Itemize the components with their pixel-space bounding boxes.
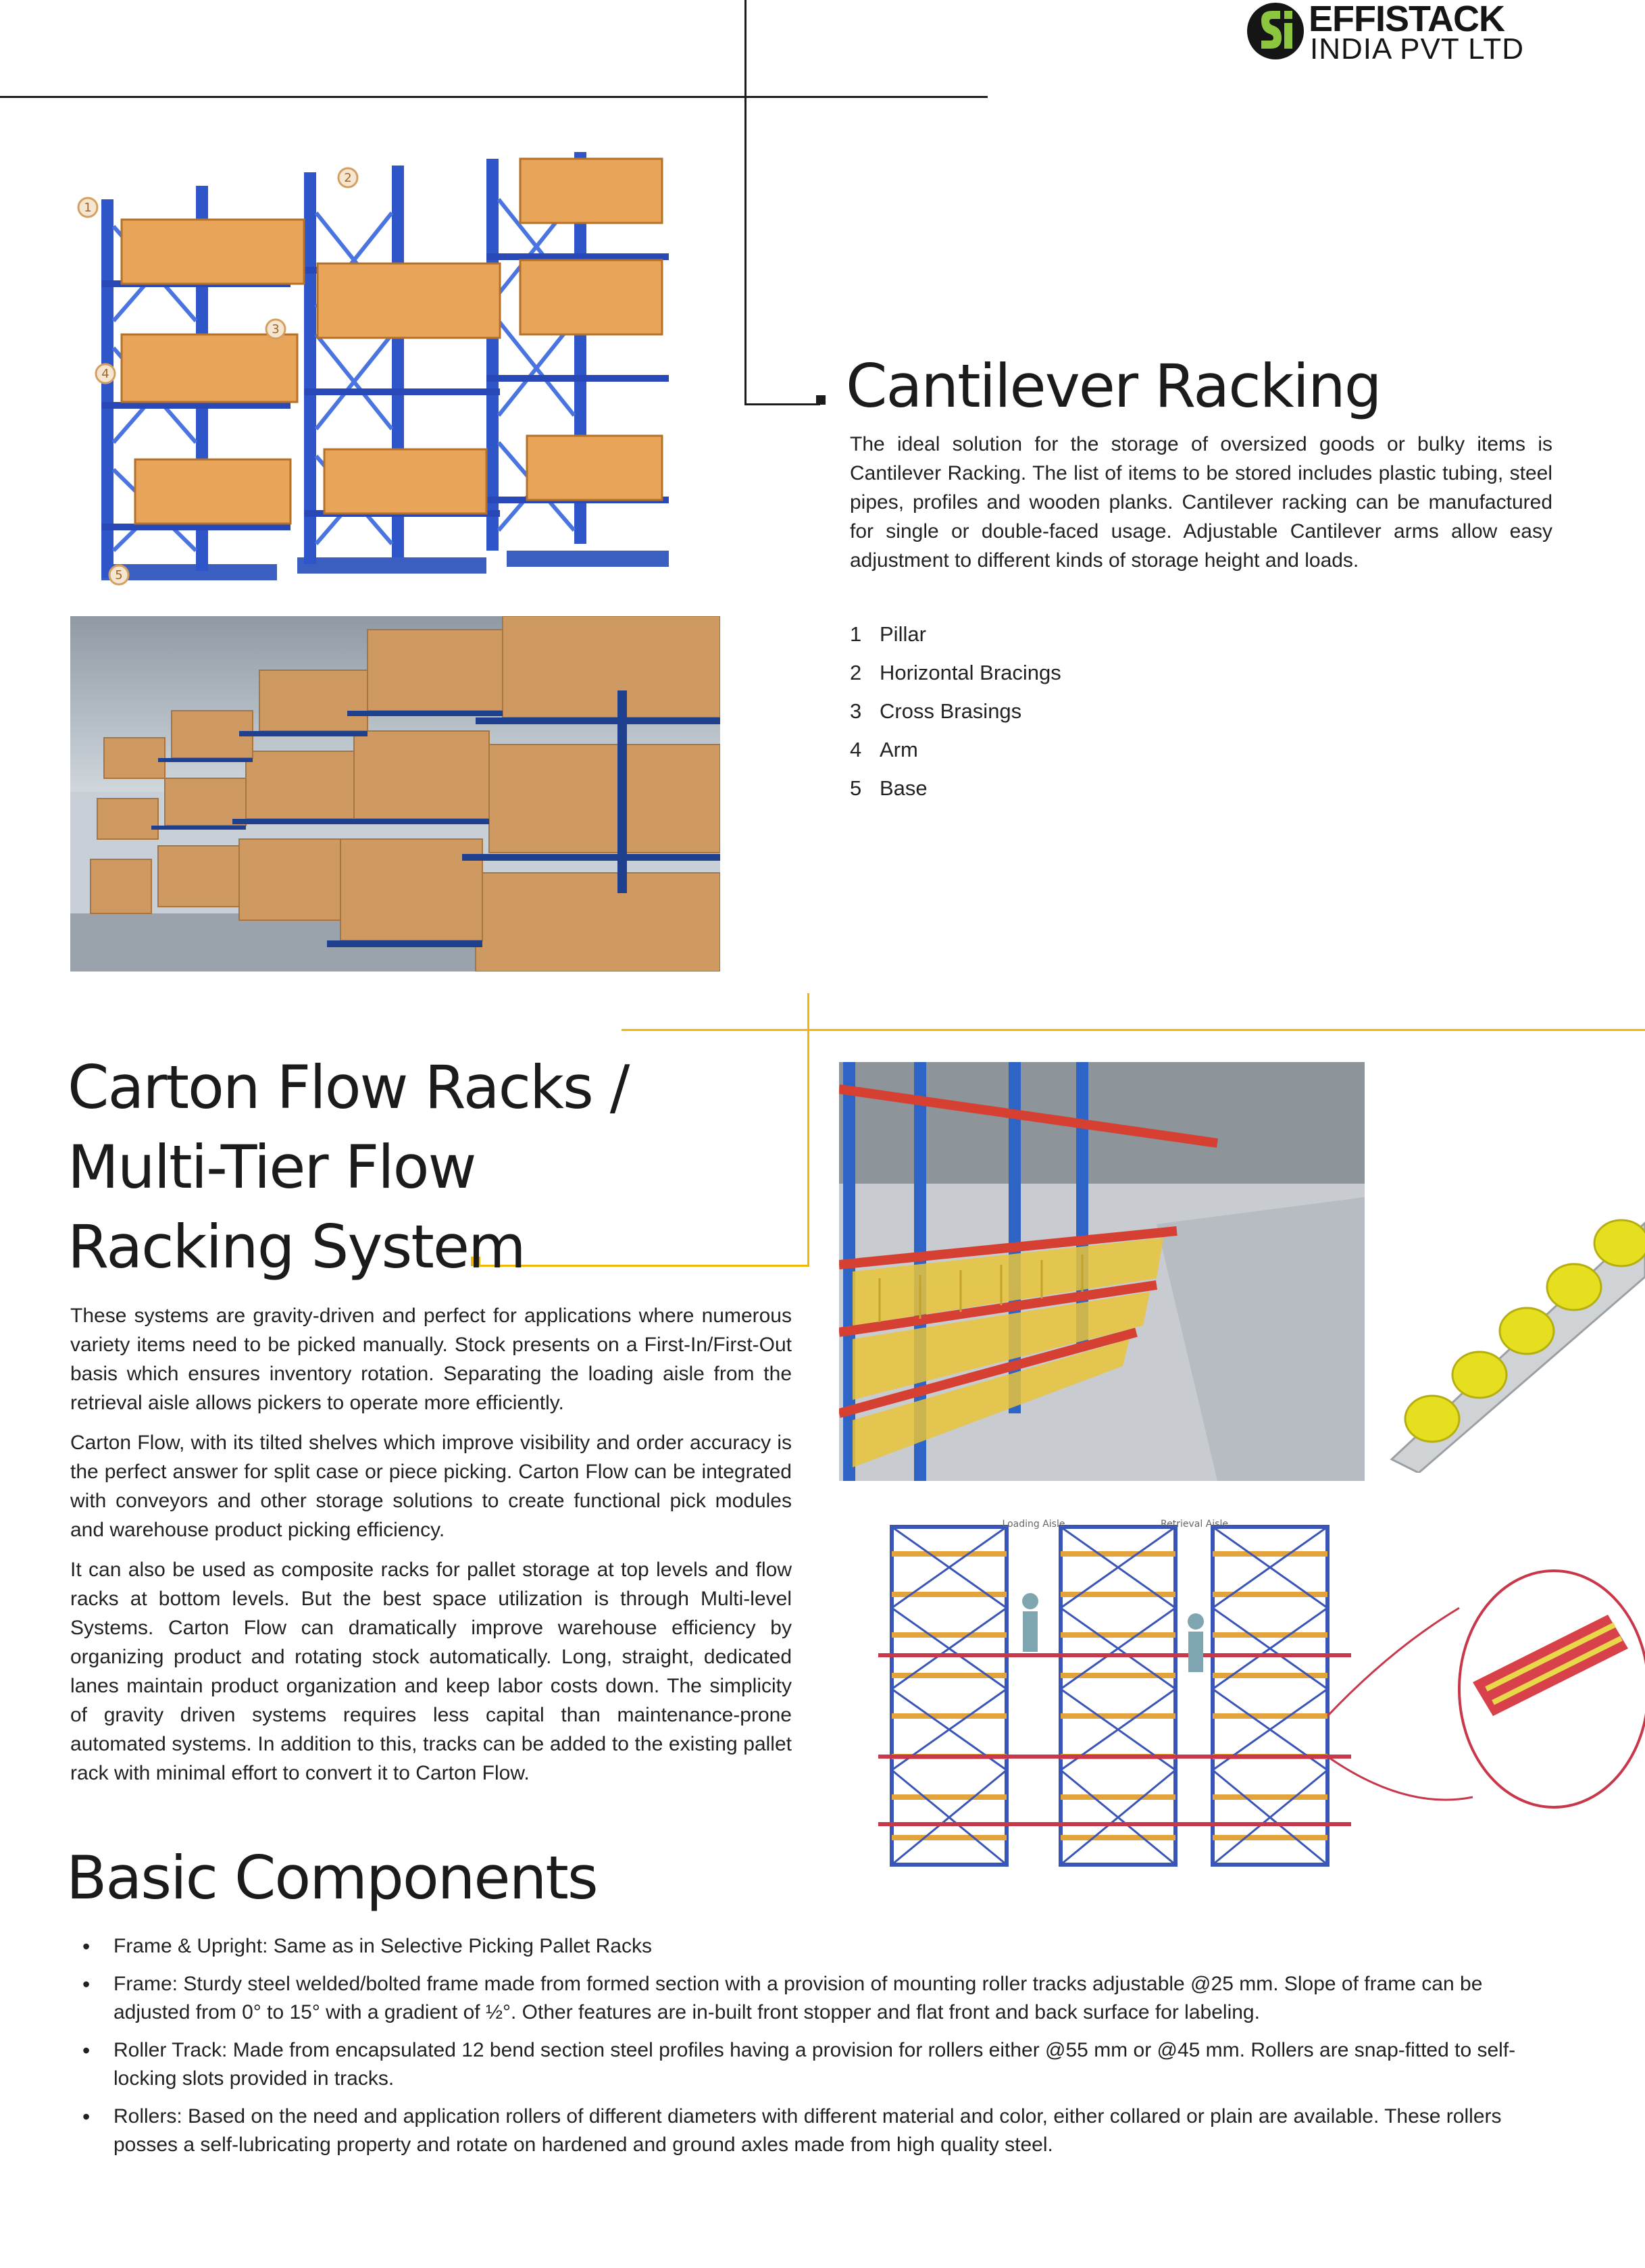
list-item: • Frame & Upright: Same as in Selective Picking Pallet Racks — [73, 1932, 1559, 1961]
carton-rule-connector — [476, 1265, 809, 1267]
callout-2: 2 — [344, 171, 352, 185]
list-item: • Roller Track: Made from encapsulated 12 bend section steel profiles having a provision for rollers either @55 mm or @45 mm. Rollers are snap-fitted to self-locking slots provided in tracks. — [73, 2036, 1559, 2093]
carton-description — [70, 1301, 792, 1798]
effistack-logo-icon — [1246, 0, 1305, 62]
cantilever-warehouse-photo — [70, 616, 720, 972]
carton-title-line3: Racking System — [68, 1212, 525, 1282]
cantilever-description: The ideal solution for the storage of oversized goods or bulky items is Cantilever Racking. The list of items to be stored includes plastic tubing, steel pipes, profiles and wooden planks. Cantilever racking can be manufactured for single or double-faced usage. Adjustable Cantilever arms allow easy adjustment to different kinds of storage height and loads. — [850, 433, 1552, 572]
list-item: 4 Arm — [850, 738, 918, 761]
roller-track-photo — [1378, 1203, 1645, 1473]
list-item: 1 Pillar — [850, 622, 926, 646]
list-item: • Frame: Sturdy steel welded/bolted frame made from formed section with a provision of mounting roller tracks adjustable @25 mm. Slope of frame can be adjusted from 0° to 15° with a gradient of ½°. Other features are in-built front stopper and flat front and back surface for labeling. — [73, 1970, 1559, 2027]
carton-title-line1: Carton Flow Racks / — [68, 1053, 629, 1122]
retrieval-aisle-label: Retrieval Aisle — [1161, 1519, 1228, 1530]
cantilever-title-marker — [816, 395, 826, 405]
carton-rule-top — [622, 1029, 1645, 1031]
carton-paragraph-1: These systems are gravity-driven and perfect for applications where numerous variety items need to be picked manually. Stock presents on a First-In/First-Out basis which ensures inventory rotation. Separating the loading aisle from the retrieval aisle allows pickers to operate more efficiently. — [70, 1305, 792, 1414]
loading-aisle-label: Loading Aisle — [1002, 1519, 1065, 1530]
cantilever-rack-diagram — [74, 145, 682, 598]
carton-rule-vertical — [807, 993, 809, 1267]
brand-logo — [1246, 0, 1550, 68]
carton-paragraph-3: It can also be used as composite racks for pallet storage at top levels and flow racks at bottom levels. But the best space utilization is through Multi-level Systems. Carton Flow can dramatically improve warehouse efficiency by organizing product and rotating stock automatically. Long, straight, dedicated lanes maintain product organization and keep labor costs down. The simplicity of gravity driven systems requires less capital than maintenance-prone automated systems. In addition to this, tracks can be added to the existing pallet rack with minimal effort to convert it to Carton Flow. — [70, 1559, 792, 1784]
basic-components-list — [73, 1932, 1559, 2169]
carton-title-line2: Multi-Tier Flow — [68, 1132, 476, 1202]
callout-1: 1 — [84, 201, 92, 215]
cantilever-rule-connector — [744, 403, 820, 405]
header-rule-horizontal — [0, 96, 988, 98]
list-item: 5 Base — [850, 776, 928, 800]
cantilever-title: Cantilever Racking — [846, 351, 1381, 421]
cantilever-parts-list — [850, 615, 1255, 807]
list-item: • Rollers: Based on the need and application rollers of different diameters with different material and color, either collared or plain are available. These rollers posses a self-lubricating property and rotate on hardened and ground axles made from high quality steel. — [73, 2102, 1559, 2159]
carton-flow-warehouse-photo — [839, 1062, 1365, 1481]
multi-tier-flow-diagram — [878, 1513, 1645, 1878]
callout-3: 3 — [272, 322, 280, 336]
brand-subtitle: INDIA PVT LTD — [1310, 32, 1525, 66]
header-rule-vertical — [744, 0, 746, 405]
brand-name: EFFISTACK — [1309, 0, 1504, 39]
list-item: 2 Horizontal Bracings — [850, 661, 1061, 684]
callout-4: 4 — [101, 367, 109, 381]
callout-5: 5 — [115, 568, 123, 582]
basic-components-title: Basic Components — [66, 1843, 597, 1913]
carton-paragraph-2: Carton Flow, with its tilted shelves which improve visibility and order accuracy is the perfect answer for split case or piece picking. Carton Flow can be integrated with conveyors and other storage solutions to create functional pick modules and warehouse product picking efficiency. — [70, 1432, 792, 1541]
list-item: 3 Cross Brasings — [850, 699, 1022, 723]
